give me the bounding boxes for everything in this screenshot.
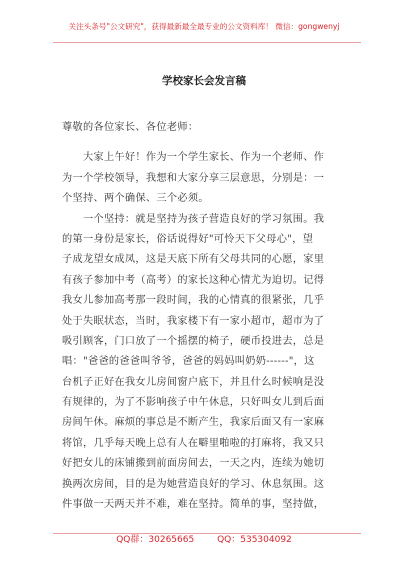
paragraph-line: 的第一身份是家长，俗话说得好"可怜天下父母心"，望 <box>62 233 314 245</box>
paragraph-line: 吸引顾客，门口放了一个摇摆的椅子，硬币投进去，总是 <box>62 335 325 347</box>
paragraph-line: 处于失眠状态，当时，我家楼下有一家小超市，超市为了 <box>62 315 325 327</box>
paragraph-line: 台机子正好在我女儿房间窗户底下，并且什么时候响是没 <box>62 376 325 388</box>
footer-contact <box>0 534 408 546</box>
document-body <box>62 118 350 515</box>
paragraph-line: 好把女儿的床铺搬到前面房间去，一天之内，连续为她切 <box>62 458 325 470</box>
paragraph-line: 有孩子参加中考（高考）的家长这种心情尤为迫切。记得 <box>62 274 325 286</box>
paragraph-line: 件事做一天两天并不难，难在坚持。简单的事，坚持做， <box>62 499 325 511</box>
paragraph-1 <box>62 148 350 209</box>
paragraph-line: 房间午休。麻烦的事总是不断产生，我家后面又有一家麻 <box>62 417 325 429</box>
paragraph-line: 大家上午好！作为一个学生家长、作为一个老师、作 <box>62 152 325 164</box>
paragraph-line: 换两次房间，目的是为她营造良好的学习、休息氛围。这 <box>62 478 325 490</box>
paragraph-spacer <box>62 138 350 148</box>
header-notice: 关注头条号"公文研究"，获得最新最全最专业的公文资料库！ 微信：gongwenyj <box>68 22 340 31</box>
paragraph-line: 唱："爸爸的爸爸叫爷爷，爸爸的妈妈叫奶奶------"，这 <box>62 356 315 368</box>
paragraph-line: 有规律的，为了不影响孩子中午休息，只好叫女儿到后面 <box>62 397 325 409</box>
paragraph-line: 一个坚持：就是坚持为孩子营造良好的学习氛围。我 <box>62 213 325 225</box>
footer-qq-number: QQ：535304092 <box>217 535 292 545</box>
salutation: 尊敬的各位家长、各位老师： <box>62 122 199 133</box>
document-title: 学校家长会发言稿 <box>162 75 246 87</box>
paragraph-line: 为一个学校领导，我想和大家分享三层意思，分别是：一 <box>62 172 325 184</box>
footer-qq-group: QQ群：30265665 <box>116 535 195 545</box>
header-divider <box>53 42 361 43</box>
paragraph-line: 个坚持、两个确保、三个必须。 <box>62 193 209 205</box>
paragraph-line: 将馆，几乎每天晚上总有人在噼里啪啦的打麻将，我又只 <box>62 437 325 449</box>
paragraph-line: 我女儿参加高考那一段时间，我的心情真的很紧张，几乎 <box>62 295 325 307</box>
paragraph-line: 子成龙望女成凤，这是天底下所有父母共同的心愿，家里 <box>62 254 325 266</box>
paragraph-2 <box>62 210 350 516</box>
